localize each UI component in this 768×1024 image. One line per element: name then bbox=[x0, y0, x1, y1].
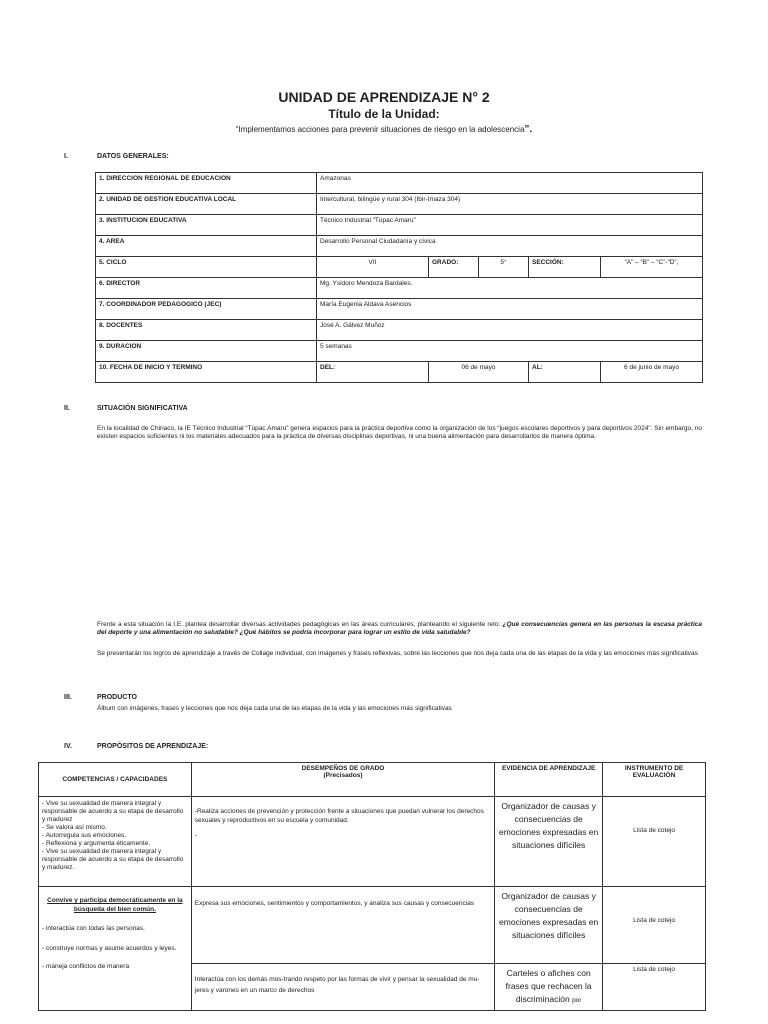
table-row bbox=[96, 341, 703, 362]
unit-title-label: Título de la Unidad: bbox=[328, 107, 440, 121]
section-propositos: IV. PROPÓSITOS DE APRENDIZAJE: bbox=[64, 743, 209, 750]
label-director: 6. DIRECTOR bbox=[96, 278, 317, 299]
label-seccion: SECCIÓN: bbox=[529, 257, 601, 278]
label-area: 4. AREA bbox=[96, 236, 317, 257]
value-area: Desarrollo Personal Ciudadanía y cívica bbox=[317, 236, 703, 257]
desempeno-cell-3: Interactúa con los demás mos-trando respeto por las formas de vivir y pensar la sexualidad de mu-jeres y varones en un marco de derechos bbox=[191, 964, 494, 1011]
competencias-cell-2: Convive y participa democráticamente en la búsqueda del bien común. - interactúa con todas las personas. - construye normas y asume acuerdos y leyes. - maneja conflictos de manera bbox=[39, 887, 192, 1011]
label-grado: GRADO: bbox=[429, 257, 479, 278]
value-ciclo: VII bbox=[317, 257, 429, 278]
header-instrumento: INSTRUMENTO DE EVALUACIÓN bbox=[603, 763, 706, 797]
table-row bbox=[96, 173, 703, 194]
evidencia-cell-3: Carteles o afiches con frases que rechacen la discriminación por bbox=[495, 964, 603, 1011]
table-row bbox=[39, 797, 706, 887]
table-row bbox=[96, 236, 703, 257]
value-ie: Técnico Industrial “Túpac Amaru” bbox=[317, 215, 703, 236]
section-situacion: II. SITUACIÓN SIGNIFICATIVA bbox=[64, 405, 188, 412]
label-ciclo: 5. CICLO bbox=[96, 257, 317, 278]
table-row bbox=[39, 887, 706, 964]
propositos-table bbox=[38, 762, 706, 1011]
desempeno-cell-2: Expresa sus emociones, sentimientos y comportamientos, y analiza sus causas y consecuencias bbox=[191, 887, 494, 964]
section-producto: III. PRODUCTO bbox=[64, 694, 137, 701]
label-ugel: 2. UNIDAD DE GESTION EDUCATIVA LOCAL bbox=[96, 194, 317, 215]
value-duracion: 5 semanas bbox=[317, 341, 703, 362]
table-row bbox=[96, 278, 703, 299]
value-docentes: José A. Gálvez Muñoz bbox=[317, 320, 703, 341]
header-competencias: COMPETENCIAS / CAPACIDADES bbox=[39, 763, 192, 797]
value-dre: Amazonas bbox=[317, 173, 703, 194]
table-row bbox=[96, 257, 703, 278]
label-dre: 1. DIRECCION REGIONAL DE EDUCACION bbox=[96, 173, 317, 194]
producto-text: Álbum con imágenes, frases y lecciones que nos deja cada una de las etapas de la vida y las emociones más significativas bbox=[97, 705, 452, 712]
label-duracion: 9. DURACION bbox=[96, 341, 317, 362]
value-ugel: Intercultural, bilingüe y rural 304 (Ibir-Imaza 304) bbox=[317, 194, 703, 215]
value-seccion: “A” – “B” – “C”-“D”, bbox=[601, 257, 703, 278]
reto-question: ¿Qué consecuencias genera en las personas la escasa práctica del deporte y una alimentación no saludable? ¿Qué hábitos se podría incorporar para lograr un estilo de vida saludable? bbox=[97, 621, 702, 636]
situacion-paragraph-1: En la localidad de Chiriaco, la IE Técnico Industrial “Túpac Amaru” genera espacios para la práctica deportiva como la organización de los “juegos escolares deportivos y para deportivos 2024”. Sin embargo, no existen espacios suficientes ni los materiales adecuados para la práctica de diversas disciplinas deportivas, ni una buena alimentación para desarrollarlos de manera óptima. bbox=[97, 425, 702, 440]
value-grado: 5° bbox=[479, 257, 529, 278]
header-evidencia: EVIDENCIA DE APRENDIZAJE bbox=[495, 763, 603, 797]
label-docentes: 8. DOCENTES bbox=[96, 320, 317, 341]
quote-close: ”. bbox=[524, 124, 533, 135]
competencias-cell-1: - Vive su sexualidad de manera integral y responsable de acuerdo a su etapa de desarrollo y madurez - Se valora así mismo. - Autorregula sus emociones. - Reflexiona y argumenta éticamente. - Vive su sexualidad de manera integral y responsable de acuerdo a su etapa de desarrollo y madurez. bbox=[39, 797, 192, 887]
section-datos-generales: I. DATOS GENERALES: bbox=[64, 153, 169, 160]
evidencia-cell-2: Organizador de causas y consecuencias de emociones expresadas en situaciones difíciles bbox=[495, 887, 603, 964]
value-coordinador: María Eugenia Aldava Asencios bbox=[317, 299, 703, 320]
evidencia-cell-1: Organizador de causas y consecuencias de emociones expresadas en situaciones difíciles bbox=[495, 797, 603, 887]
datos-generales-table bbox=[95, 172, 703, 383]
value-del: 06 de mayo bbox=[429, 362, 529, 383]
situacion-paragraph-3: Se presentarán los logros de aprendizaje a través de Collage individual, con imágenes y frases reflexivas, sobre las lecciones que nos deja cada una de las etapas de la vida y las emociones más significativas bbox=[97, 650, 698, 657]
table-row bbox=[96, 194, 703, 215]
instrumento-cell-2: Lista de cotejo bbox=[603, 887, 706, 964]
table-row bbox=[96, 362, 703, 383]
table-header-row bbox=[39, 763, 706, 797]
label-coordinador: 7. COORDINADOR PEDAGOGICO (JEC) bbox=[96, 299, 317, 320]
value-director: Mg. Ysidoro Mendoza Bardales. bbox=[317, 278, 703, 299]
value-al: 6 de junio de mayo bbox=[601, 362, 703, 383]
table-row bbox=[96, 320, 703, 341]
table-row bbox=[96, 215, 703, 236]
instrumento-cell-1: Lista de cotejo bbox=[603, 797, 706, 887]
header-desempenos: DESEMPEÑOS DE GRADO (Precisados) bbox=[191, 763, 494, 797]
label-fecha: 10. FECHA DE INICIO Y TERMINO bbox=[96, 362, 317, 383]
situacion-paragraph-2: Frente a esta situación la I.E. plantea desarrollar diversas actividades pedagógicas en las áreas curriculares, planteando el siguiente reto: ¿Qué consecuencias genera en las personas la escasa práctica del deporte y una alimentación no saludable? ¿Qué hábitos se podría incorporar para lograr un estilo de vida saludable? bbox=[97, 621, 702, 636]
label-del: DEL: bbox=[317, 362, 429, 383]
unit-title-text: “Implementamos acciones para prevenir situaciones de riesgo en la adolescencia bbox=[235, 125, 525, 134]
page-title: UNIDAD DE APRENDIZAJE N° 2 bbox=[278, 89, 490, 105]
unit-title-quote bbox=[0, 124, 768, 135]
label-al: AL: bbox=[529, 362, 601, 383]
instrumento-cell-3: Lista de cotejo bbox=[603, 964, 706, 1011]
desempeno-cell-1: -Realiza acciones de prevención y protección frente a situaciones que puedan vulnerar los derechos sexuales y reproductivos en su escuela y comunidad. - bbox=[191, 797, 494, 887]
competencia-title: Convive y participa democráticamente en la búsqueda del bien común. bbox=[47, 897, 183, 913]
label-ie: 3. INSTITUCION EDUCATIVA bbox=[96, 215, 317, 236]
table-row bbox=[96, 299, 703, 320]
